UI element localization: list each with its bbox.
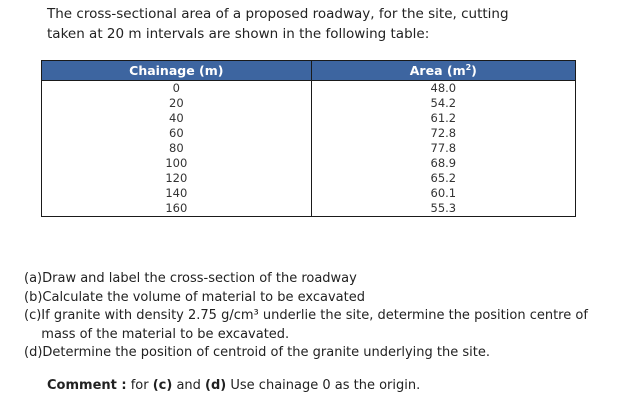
table-row: [42, 111, 576, 126]
cell-chainage: 120: [42, 171, 312, 186]
question-list: [24, 270, 604, 363]
cell-chainage: 20: [42, 96, 312, 111]
question-marker: (b): [24, 289, 43, 305]
cell-chainage: 100: [42, 156, 312, 171]
comment-label: Comment :: [47, 378, 127, 393]
question-marker: (a): [24, 271, 43, 286]
question-marker: (d): [24, 345, 43, 360]
cell-area: 61.2: [311, 111, 575, 126]
table-row: [42, 81, 576, 97]
table-row: [42, 126, 576, 141]
question-d: [24, 344, 604, 363]
question-c: [24, 307, 604, 344]
table-header-row: [42, 61, 576, 81]
cell-area: 72.8: [311, 126, 575, 141]
question-text: Draw and label the cross-section of the roadway: [42, 271, 357, 286]
intro-line-2: taken at 20 m intervals are shown in the following table:: [47, 26, 430, 42]
cell-chainage: 60: [42, 126, 312, 141]
table-row: [42, 186, 576, 201]
table-row: [42, 156, 576, 171]
cell-area: 48.0: [311, 81, 575, 97]
table-row: [42, 201, 576, 217]
question-text: Calculate the volume of material to be excavated: [42, 289, 365, 305]
question-marker: (c): [24, 308, 42, 323]
cell-chainage: 140: [42, 186, 312, 201]
chainage-area-table: [41, 60, 576, 217]
table-row: [42, 171, 576, 186]
cell-chainage: 80: [42, 141, 312, 156]
cell-chainage: 160: [42, 201, 312, 217]
question-b: [24, 289, 604, 308]
cell-area: 55.3: [311, 201, 575, 217]
table-row: [42, 96, 576, 111]
cell-area: 77.8: [311, 141, 575, 156]
header-chainage: Chainage (m): [42, 61, 312, 81]
cell-area: 65.2: [311, 171, 575, 186]
intro-paragraph: [47, 4, 587, 44]
intro-line-1: The cross-sectional area of a proposed roadway, for the site, cutting: [47, 6, 509, 22]
comment-line: Comment : for (c) and (d) Use chainage 0 as the origin.: [47, 378, 421, 393]
header-area: Area $(m^2)$: [311, 61, 575, 81]
question-a: [24, 270, 604, 289]
comment-ref-c: (c): [152, 378, 173, 393]
cell-chainage: 0: [42, 81, 312, 97]
cell-chainage: 40: [42, 111, 312, 126]
table-row: [42, 141, 576, 156]
cell-area: 68.9: [311, 156, 575, 171]
cell-area: 54.2: [311, 96, 575, 111]
question-text: Determine the position of centroid of the granite underlying the site.: [42, 345, 490, 360]
question-text: If granite with density 2.75 g/cm³ underlie the site, determine the position centre of mass of the material to be excavated.: [41, 308, 588, 342]
comment-ref-d: (d): [205, 378, 227, 393]
cell-area: 60.1: [311, 186, 575, 201]
